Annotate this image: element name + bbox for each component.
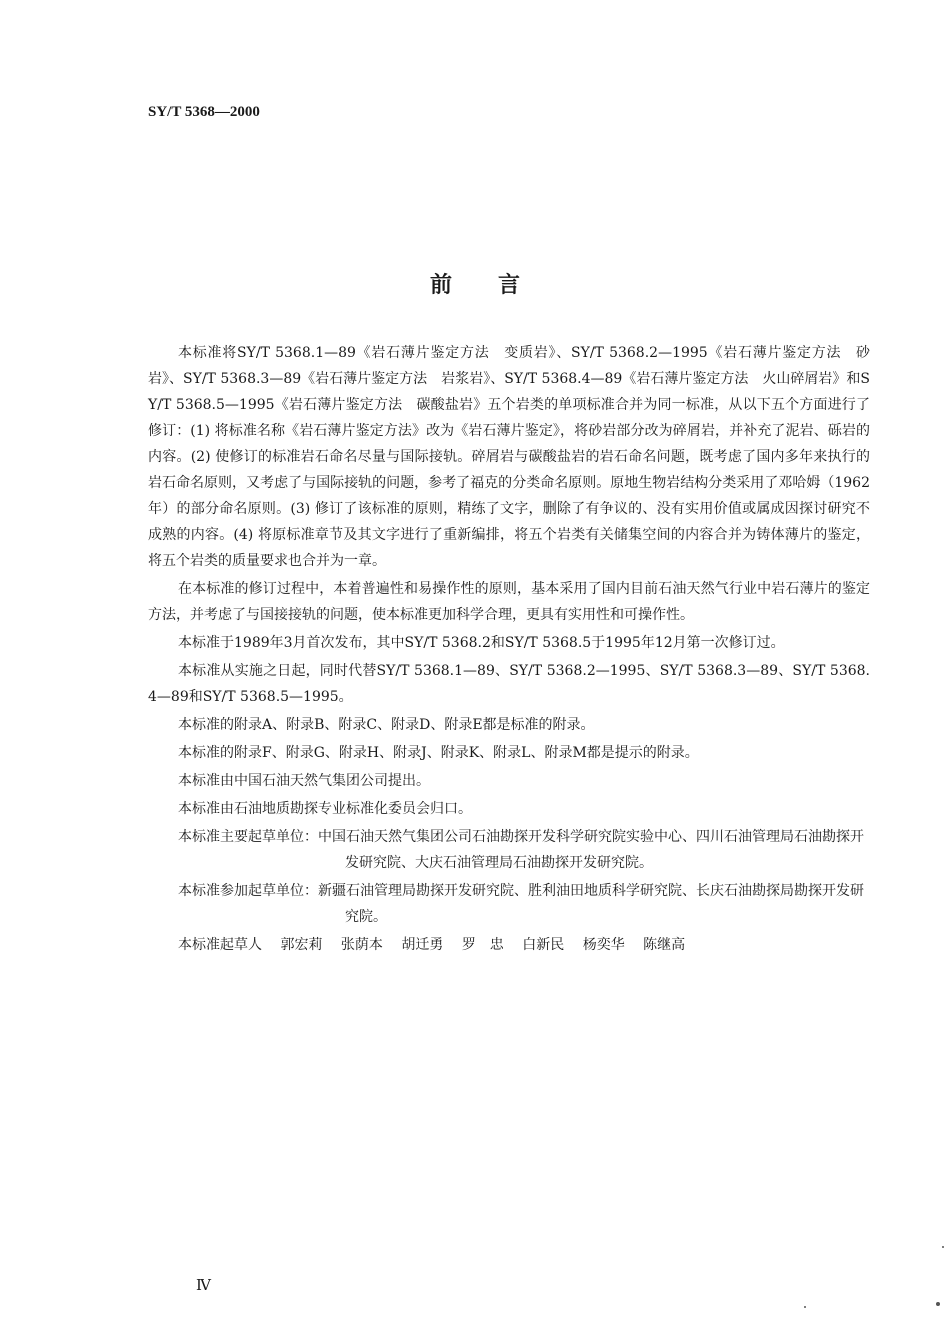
scan-speck <box>936 1302 940 1306</box>
page-title: 前言 <box>429 273 566 298</box>
scan-speck <box>942 1246 944 1248</box>
page-number: Ⅳ <box>196 1278 211 1294</box>
main-drafting-label: 本标准主要起草单位： <box>178 829 318 845</box>
foreword-body <box>148 340 870 958</box>
standard-code-header: SY/T 5368—2000 <box>148 104 260 120</box>
participating-drafting-label: 本标准参加起草单位： <box>178 883 318 899</box>
main-drafting-units <box>148 824 870 876</box>
scan-speck <box>804 1306 806 1308</box>
paragraph-replacement: 本标准从实施之日起，同时代替SY/T 5368.1—89、SY/T 5368.2—1995、SY/T 5368.3—89、SY/T 5368.4—89和SY/T 5368.5—1995。 <box>148 663 870 705</box>
drafter-name: 白新民 <box>522 937 565 953</box>
drafter-name: 杨奕华 <box>582 937 625 953</box>
drafters-line <box>148 932 870 958</box>
participating-drafting-units <box>148 878 870 930</box>
paragraph-proposed-by: 本标准由中国石油天然气集团公司提出。 <box>178 773 430 789</box>
paragraph-first-release: 本标准于1989年3月首次发布，其中SY/T 5368.2和SY/T 5368.5于1995年12月第一次修订过。 <box>178 635 785 651</box>
paragraph-revision-summary: 本标准将SY/T 5368.1—89《岩石薄片鉴定方法 变质岩》、SY/T 5368.2—1995《岩石薄片鉴定方法 砂岩》、SY/T 5368.3—89《岩石薄片鉴定方法 岩浆岩》、SY/T 5368.4—89《岩石薄片鉴定方法 火山碎屑岩》和SY/T 5368.5—1995《岩石薄片鉴定方法 碳酸盐岩》五个岩类的单项标准合并为同一标准，从以下五个方面进行了修订：(1) 将标准名称《岩石薄片鉴定方法》改为《岩石薄片鉴定》，将砂岩部分改为碎屑岩，并补充了泥岩、砾岩的内容。(2) 使修订的标准岩石命名尽量与国际接轨。碎屑岩与碳酸盐岩的岩石命名问题，既考虑了国内多年来执行的岩石命名原则，又考虑了与国际接轨的问题，参考了福克的分类命名原则。原地生物岩结构分类采用了邓哈姆（1962年）的部分命名原则。(3) 修订了该标准的原则，精练了文字，删除了有争议的、没有实用价值或属成因探讨研究不成熟的内容。(4) 将原标准章节及其文字进行了重新编排，将五个岩类有关储集空间的内容合并为铸体薄片的鉴定，将五个岩类的质量要求也合并为一章。 <box>148 345 870 569</box>
paragraph-centralized-by: 本标准由石油地质勘探专业标准化委员会归口。 <box>178 801 472 817</box>
drafter-name: 郭宏莉 <box>280 937 323 953</box>
paragraph-revision-principle: 在本标准的修订过程中，本着普遍性和易操作性的原则，基本采用了国内目前石油天然气行业中岩石薄片的鉴定方法，并考虑了与国接接轨的问题，使本标准更加科学合理，更具有实用性和可操作性。 <box>148 581 870 623</box>
paragraph-normative-annexes: 本标准的附录A、附录B、附录C、附录D、附录E都是标准的附录。 <box>178 717 595 733</box>
paragraph-informative-annexes: 本标准的附录F、附录G、附录H、附录J、附录K、附录L、附录M都是提示的附录。 <box>178 745 699 761</box>
drafter-name: 胡迁勇 <box>401 937 444 953</box>
drafters-label: 本标准起草人 <box>178 937 262 953</box>
main-drafting-value: 中国石油天然气集团公司石油勘探开发科学研究院实验中心、四川石油管理局石油勘探开发研究院、大庆石油管理局石油勘探开发研究院。 <box>318 829 864 871</box>
drafter-name: 张荫本 <box>340 937 383 953</box>
participating-drafting-value: 新疆石油管理局勘探开发研究院、胜利油田地质科学研究院、长庆石油勘探局勘探开发研究院。 <box>318 883 864 925</box>
drafter-name: 罗 忠 <box>461 937 504 953</box>
drafter-name: 陈继高 <box>643 937 686 953</box>
